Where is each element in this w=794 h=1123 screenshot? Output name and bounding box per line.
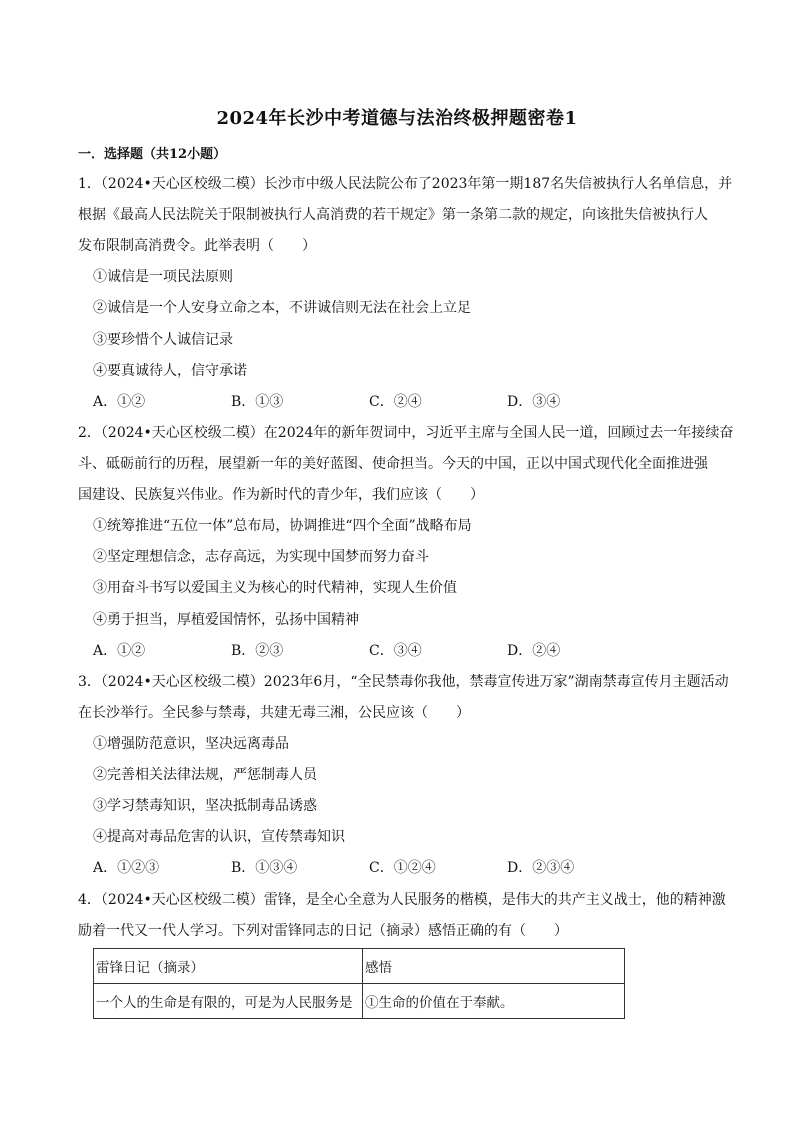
q3-statement-1: ①增强防范意识，坚决远离毒品 [93,736,289,752]
q1-statement-3: ③要珍惜个人诚信记录 [93,332,233,348]
table-cell-insight: ①生命的价值在于奉献。 [363,984,625,1019]
table-cell-diary: 一个人的生命是有限的，可是为人民服务是 [94,984,363,1019]
q2-option-c[interactable]: C．③④ [369,643,422,659]
q3-statement-4: ④提高对毒品危害的认识，宣传禁毒知识 [93,829,345,845]
q4-stem-line-1: 4．（2024•天心区校级二模）雷锋，是全心全意为人民服务的楷模，是伟大的共产主义战士，他的精神激 [78,892,726,908]
q2-statement-2: ②坚定理想信念，志存高远，为实现中国梦而努力奋斗 [93,549,429,565]
page-title: 2024年长沙中考道德与法治终极押题密卷1 [216,108,578,129]
table-header-row [94,949,625,984]
q1-statement-1: ①诚信是一项民法原则 [93,269,233,285]
q1-option-b[interactable]: B．①③ [231,394,284,410]
q3-option-c[interactable]: C．①②④ [369,860,436,876]
q1-stem-line-1: 1．（2024•天心区校级二模）长沙市中级人民法院公布了2023年第一期187名失信被执行人名单信息，并 [78,176,733,192]
q4-stem-line-2: 励着一代又一代人学习。下列对雷锋同志的日记（摘录）感悟正确的有（ ） [78,923,568,939]
q1-statement-4: ④要真诚待人，信守承诺 [93,363,247,379]
q1-option-a[interactable]: A．①② [93,394,146,410]
q3-option-b[interactable]: B．①③④ [231,860,298,876]
section-heading: 一．选择题（共12小题） [78,147,227,162]
q3-statement-2: ②完善相关法律法规，严惩制毒人员 [93,767,317,783]
table-header-diary: 雷锋日记（摘录） [94,949,363,984]
q2-option-a[interactable]: A．①② [93,643,146,659]
q3-statement-3: ③学习禁毒知识，坚决抵制毒品诱惑 [93,798,317,814]
q2-option-d[interactable]: D．②④ [507,643,561,659]
q2-stem-line-2: 斗、砥砺前行的历程，展望新一年的美好蓝图、使命担当。今天的中国，正以中国式现代化全面推进强 [78,456,708,472]
q1-option-d[interactable]: D．③④ [507,394,561,410]
q3-option-a[interactable]: A．①②③ [93,860,160,876]
table-header-insight: 感悟 [363,949,625,984]
q2-statement-4: ④勇于担当，厚植爱国情怀，弘扬中国精神 [93,612,359,628]
q1-statement-2: ②诚信是一个人安身立命之本，不讲诚信则无法在社会上立足 [93,300,471,316]
q1-stem-line-3: 发布限制高消费令。此举表明（ ） [78,238,316,254]
table-row [94,984,625,1019]
q2-stem-line-3: 国建设、民族复兴伟业。作为新时代的青少年，我们应该（ ） [78,487,484,503]
q2-statement-1: ①统筹推进“五位一体”总布局，协调推进“四个全面”战略布局 [93,518,472,534]
q3-stem-line-2: 在长沙举行。全民参与禁毒，共建无毒三湘，公民应该（ ） [78,705,470,721]
q2-statement-3: ③用奋斗书写以爱国主义为核心的时代精神，实现人生价值 [93,580,457,596]
q2-stem-line-1: 2．（2024•天心区校级二模）在2024年的新年贺词中，习近平主席与全国人民一道，回顾过去一年接续奋 [78,425,734,441]
q3-stem-line-1: 3．（2024•天心区校级二模）2023年6月，“全民禁毒你我他，禁毒宣传进万家”湖南禁毒宣传月主题活动 [78,674,729,690]
q1-stem-line-2: 根据《最高人民法院关于限制被执行人高消费的若干规定》第一条第二款的规定，向该批失信被执行人 [78,207,708,223]
q3-option-d[interactable]: D．②③④ [507,860,575,876]
lei-feng-diary-table [93,948,625,1019]
q1-option-c[interactable]: C．②④ [369,394,422,410]
q2-option-b[interactable]: B．②③ [231,643,284,659]
